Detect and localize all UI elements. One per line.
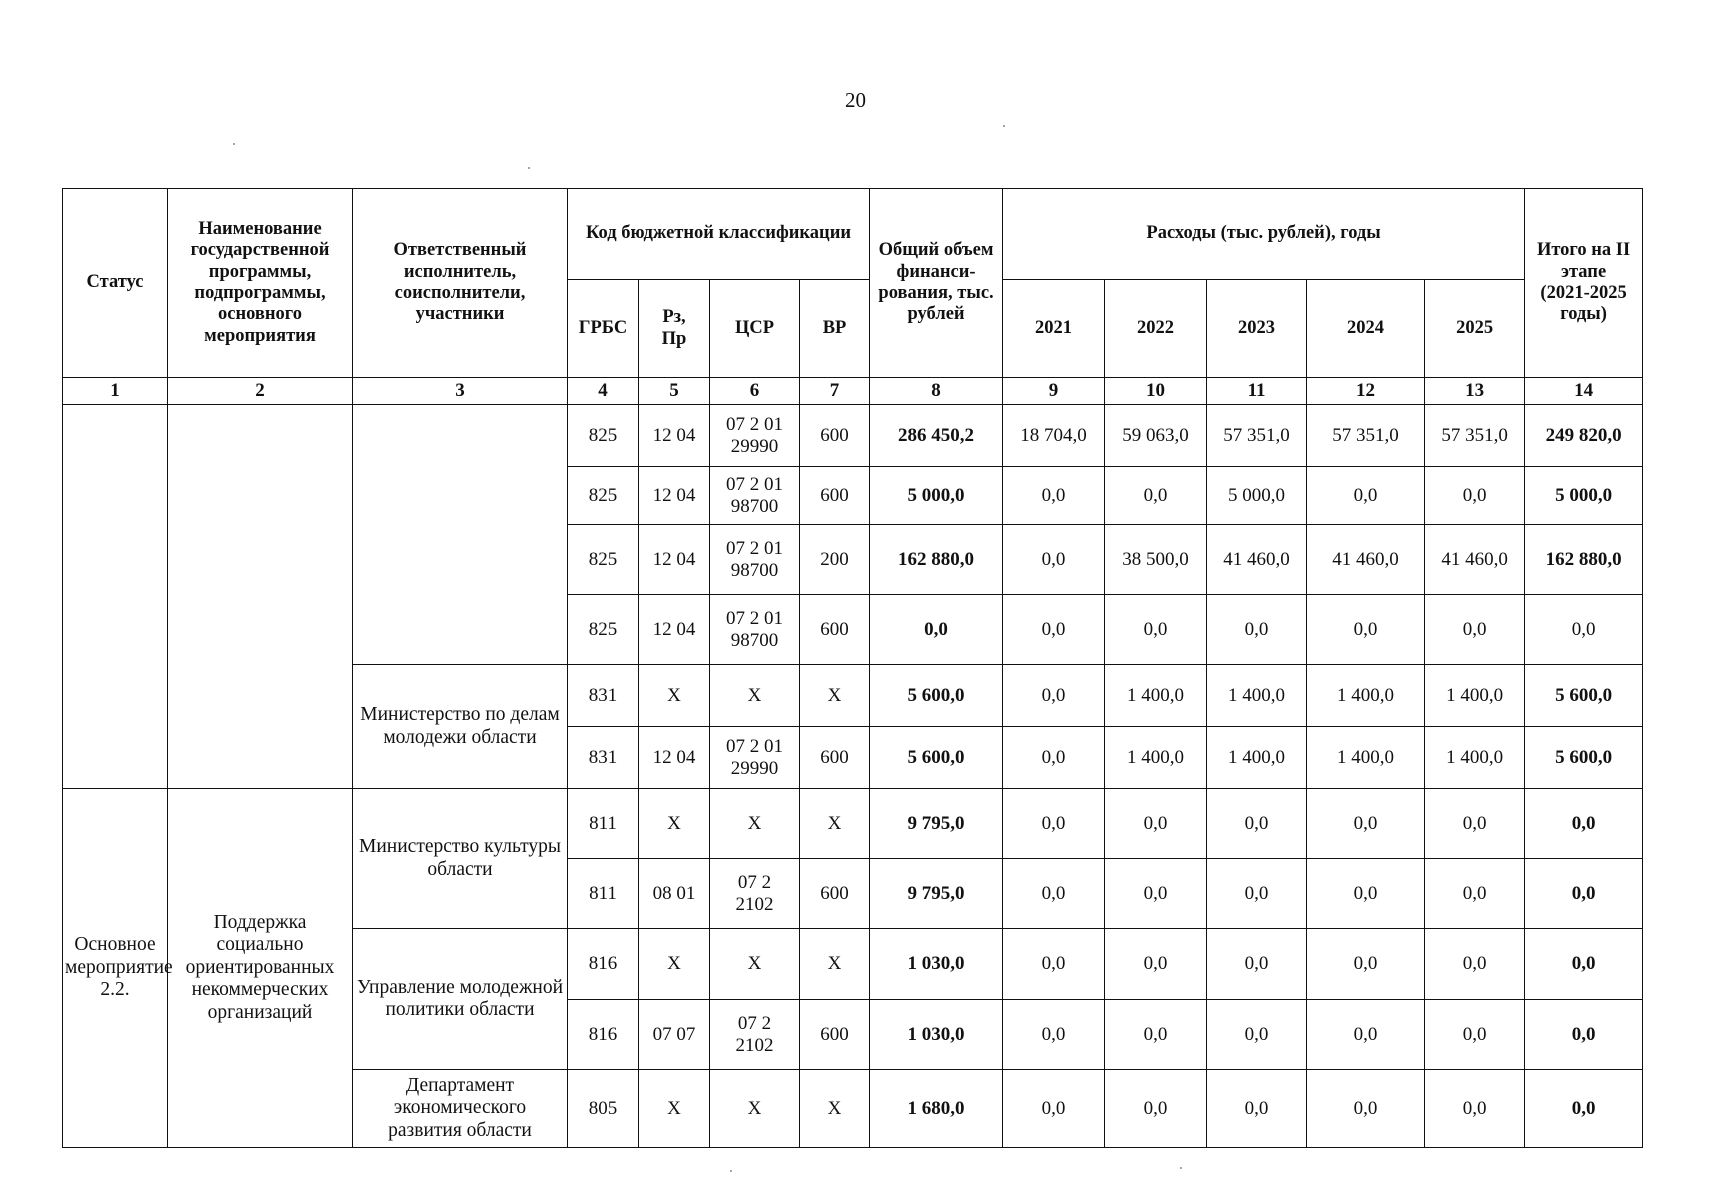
executor-economic-dept: Департамент экономического развития области [353,1070,568,1148]
stage-total-cell: 0,0 [1525,1070,1643,1148]
column-number: 3 [353,378,568,405]
csr-line2: 98700 [730,559,779,581]
csr-cell: X [710,665,800,727]
column-number: 6 [710,378,800,405]
grbs-cell: 825 [568,467,639,525]
total-cell: 1 030,0 [870,929,1003,1000]
csr-line2: 2102 [735,893,774,915]
header-expenses: Расходы (тыс. рублей), годы [1003,189,1525,280]
csr-cell: X [710,929,800,1000]
rzpr-cell: 12 04 [639,525,710,595]
stage-total-cell: 5 600,0 [1525,727,1643,789]
column-number: 5 [639,378,710,405]
year-2023-cell: 0,0 [1207,859,1307,929]
year-2024-cell: 0,0 [1307,789,1425,859]
grbs-cell: 825 [568,595,639,665]
year-2025-cell: 57 351,0 [1425,405,1525,467]
year-2021-cell: 0,0 [1003,595,1105,665]
year-2022-cell: 38 500,0 [1105,525,1207,595]
header-year-2025: 2025 [1425,280,1525,378]
executor-cell-empty [353,405,568,665]
grbs-cell: 811 [568,859,639,929]
header-year-2023: 2023 [1207,280,1307,378]
csr-cell [710,727,800,789]
year-2021-cell: 0,0 [1003,665,1105,727]
total-cell: 5 000,0 [870,467,1003,525]
year-2024-cell: 0,0 [1307,859,1425,929]
total-cell: 0,0 [870,595,1003,665]
budget-table [62,188,1643,1148]
vr-cell: X [800,665,870,727]
csr-cell [710,405,800,467]
table-row [63,405,1643,467]
total-cell: 1 030,0 [870,1000,1003,1070]
stage-total-cell: 5 000,0 [1525,467,1643,525]
column-number: 12 [1307,378,1425,405]
header-year-2021: 2021 [1003,280,1105,378]
header-csr: ЦСР [710,280,800,378]
rzpr-cell: X [639,929,710,1000]
scan-speck [233,143,235,145]
vr-cell: 600 [800,1000,870,1070]
rzpr-cell: 12 04 [639,405,710,467]
csr-line1: 07 2 [737,1012,772,1034]
grbs-cell: 811 [568,789,639,859]
page-number: 20 [845,88,866,112]
vr-cell: 600 [800,595,870,665]
vr-cell: X [800,789,870,859]
year-2022-cell: 0,0 [1105,789,1207,859]
scan-speck [730,1170,732,1172]
csr-cell [710,467,800,525]
stage-total-cell: 0,0 [1525,595,1643,665]
rzpr-cell: 08 01 [639,859,710,929]
stage-total-cell: 0,0 [1525,929,1643,1000]
year-2023-cell: 57 351,0 [1207,405,1307,467]
header-row-1 [63,189,1643,280]
stage-total-cell: 162 880,0 [1525,525,1643,595]
csr-line2: 29990 [730,435,779,457]
csr-line2: 98700 [730,629,779,651]
csr-cell [710,525,800,595]
total-cell: 5 600,0 [870,727,1003,789]
rzpr-cell: 07 07 [639,1000,710,1070]
year-2022-cell: 0,0 [1105,467,1207,525]
column-number: 7 [800,378,870,405]
executor-ministry-youth: Министерство по делам молодежи области [353,665,568,789]
rzpr-cell: X [639,789,710,859]
column-number: 4 [568,378,639,405]
year-2024-cell: 0,0 [1307,929,1425,1000]
year-2024-cell: 0,0 [1307,595,1425,665]
year-2024-cell: 0,0 [1307,467,1425,525]
header-executor: Ответственный исполнитель, соисполнители, участники [353,189,568,378]
year-2022-cell: 0,0 [1105,859,1207,929]
activity-status: Основное мероприятие 2.2. [63,789,168,1148]
csr-line1: 07 2 01 [726,413,783,435]
rzpr-cell: X [639,1070,710,1148]
column-number: 8 [870,378,1003,405]
executor-youth-policy: Управление молодежной политики области [353,929,568,1070]
rzpr-cell: 12 04 [639,467,710,525]
grbs-cell: 831 [568,727,639,789]
csr-line1: 07 2 01 [726,537,783,559]
year-2021-cell: 0,0 [1003,789,1105,859]
stage-total-cell: 0,0 [1525,789,1643,859]
year-2024-cell: 0,0 [1307,1000,1425,1070]
year-2022-cell: 1 400,0 [1105,727,1207,789]
scan-speck [1003,125,1005,127]
year-2023-cell: 0,0 [1207,929,1307,1000]
total-cell: 5 600,0 [870,665,1003,727]
stage-total-cell: 249 820,0 [1525,405,1643,467]
year-2025-cell: 1 400,0 [1425,727,1525,789]
year-2021-cell: 0,0 [1003,929,1105,1000]
column-number: 11 [1207,378,1307,405]
vr-cell: 600 [800,859,870,929]
vr-cell: 600 [800,467,870,525]
year-2022-cell: 59 063,0 [1105,405,1207,467]
vr-cell: 200 [800,525,870,595]
header-year-2022: 2022 [1105,280,1207,378]
year-2023-cell: 5 000,0 [1207,467,1307,525]
column-number: 10 [1105,378,1207,405]
year-2023-cell: 41 460,0 [1207,525,1307,595]
grbs-cell: 825 [568,525,639,595]
year-2025-cell: 0,0 [1425,595,1525,665]
year-2025-cell: 0,0 [1425,789,1525,859]
csr-cell [710,595,800,665]
vr-cell: 600 [800,405,870,467]
year-2023-cell: 0,0 [1207,595,1307,665]
year-2021-cell: 18 704,0 [1003,405,1105,467]
column-number: 1 [63,378,168,405]
year-2023-cell: 1 400,0 [1207,665,1307,727]
year-2022-cell: 0,0 [1105,595,1207,665]
year-2021-cell: 0,0 [1003,727,1105,789]
header-total-volume: Общий объем финанси- рования, тыс. рублей [870,189,1003,378]
column-number: 9 [1003,378,1105,405]
csr-line1: 07 2 01 [726,473,783,495]
header-stage-total-line1: Итого на II этапе [1536,240,1631,282]
year-2021-cell: 0,0 [1003,467,1105,525]
year-2022-cell: 1 400,0 [1105,665,1207,727]
header-status: Статус [63,189,168,378]
grbs-cell: 825 [568,405,639,467]
year-2021-cell: 0,0 [1003,1070,1105,1148]
csr-line1: 07 2 01 [726,735,783,757]
total-cell: 9 795,0 [870,859,1003,929]
csr-cell [710,859,800,929]
csr-cell [710,1000,800,1070]
csr-cell: X [710,1070,800,1148]
year-2025-cell: 41 460,0 [1425,525,1525,595]
grbs-cell: 816 [568,1000,639,1070]
year-2025-cell: 1 400,0 [1425,665,1525,727]
total-cell: 162 880,0 [870,525,1003,595]
year-2021-cell: 0,0 [1003,859,1105,929]
rzpr-cell: X [639,665,710,727]
stage-total-cell: 0,0 [1525,859,1643,929]
csr-line2: 29990 [730,757,779,779]
csr-line1: 07 2 01 [726,607,783,629]
year-2024-cell: 41 460,0 [1307,525,1425,595]
year-2021-cell: 0,0 [1003,1000,1105,1070]
header-rzpr-line2: Пр [661,328,687,349]
rzpr-cell: 12 04 [639,727,710,789]
year-2024-cell: 1 400,0 [1307,665,1425,727]
year-2025-cell: 0,0 [1425,929,1525,1000]
column-number: 2 [168,378,353,405]
stage-total-cell: 5 600,0 [1525,665,1643,727]
csr-line2: 98700 [730,495,779,517]
header-budget-code: Код бюджетной классификации [568,189,870,280]
csr-cell: X [710,789,800,859]
header-program-name: Наименование государственной программы, подпрограммы, основного мероприятия [168,189,353,378]
grbs-cell: 831 [568,665,639,727]
year-2023-cell: 0,0 [1207,1000,1307,1070]
column-number-row [63,378,1643,405]
header-rzpr [639,280,710,378]
header-year-2024: 2024 [1307,280,1425,378]
vr-cell: 600 [800,727,870,789]
year-2022-cell: 0,0 [1105,1000,1207,1070]
year-2025-cell: 0,0 [1425,1000,1525,1070]
total-cell: 286 450,2 [870,405,1003,467]
grbs-cell: 816 [568,929,639,1000]
grbs-cell: 805 [568,1070,639,1148]
year-2025-cell: 0,0 [1425,859,1525,929]
total-cell: 9 795,0 [870,789,1003,859]
program-cell-empty [168,405,353,789]
header-stage-total-line2: (2021-2025 годы) [1540,283,1627,325]
header-grbs: ГРБС [568,280,639,378]
year-2022-cell: 0,0 [1105,1070,1207,1148]
scan-speck [1180,1167,1182,1169]
year-2023-cell: 0,0 [1207,789,1307,859]
csr-line2: 2102 [735,1034,774,1056]
total-cell: 1 680,0 [870,1070,1003,1148]
executor-ministry-culture: Министерство культуры области [353,789,568,929]
header-vr: ВР [800,280,870,378]
year-2024-cell: 0,0 [1307,1070,1425,1148]
csr-line1: 07 2 [737,871,772,893]
header-stage-total [1525,189,1643,378]
rzpr-cell: 12 04 [639,595,710,665]
header-rzpr-line1: Рз, [662,307,686,328]
year-2024-cell: 1 400,0 [1307,727,1425,789]
vr-cell: X [800,929,870,1000]
year-2025-cell: 0,0 [1425,1070,1525,1148]
year-2022-cell: 0,0 [1105,929,1207,1000]
table-row [63,789,1643,859]
activity-name: Поддержка социально ориентированных некоммерческих организаций [168,789,353,1148]
year-2021-cell: 0,0 [1003,525,1105,595]
column-number: 14 [1525,378,1643,405]
vr-cell: X [800,1070,870,1148]
status-cell-empty [63,405,168,789]
stage-total-cell: 0,0 [1525,1000,1643,1070]
column-number: 13 [1425,378,1525,405]
year-2023-cell: 1 400,0 [1207,727,1307,789]
year-2024-cell: 57 351,0 [1307,405,1425,467]
year-2025-cell: 0,0 [1425,467,1525,525]
scan-speck [528,167,530,169]
year-2023-cell: 0,0 [1207,1070,1307,1148]
